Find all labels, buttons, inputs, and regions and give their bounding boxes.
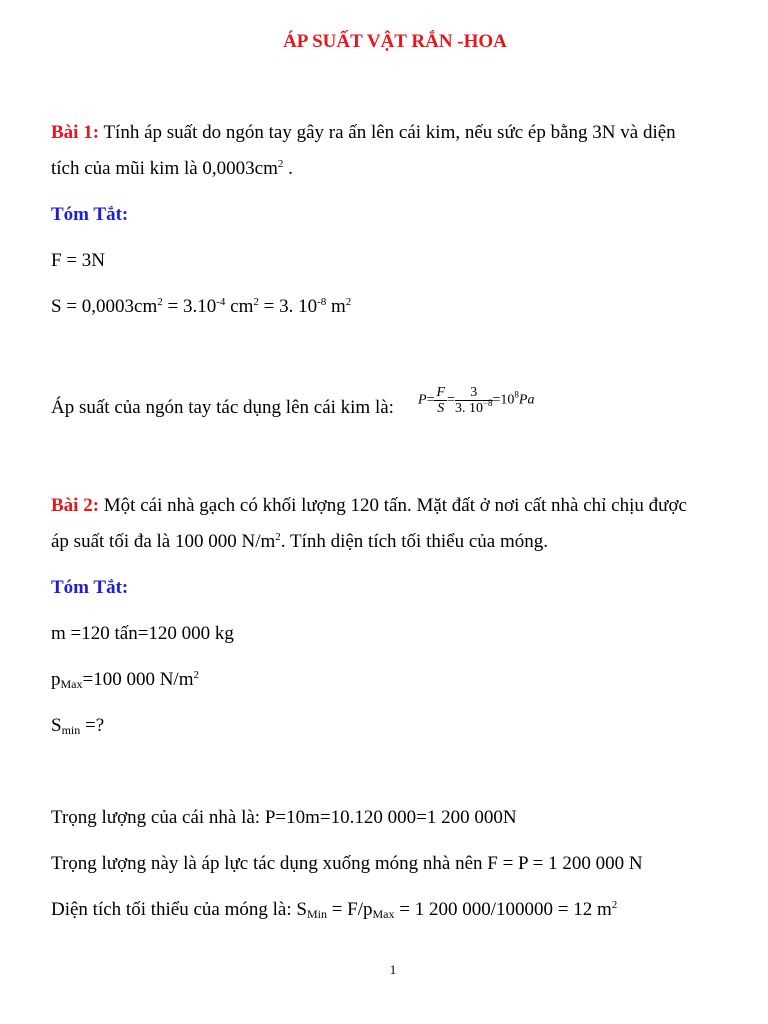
bai1-sup: 2 xyxy=(277,158,284,170)
s-sup-b: -4 xyxy=(216,296,226,308)
p-value: =100 000 N/m xyxy=(82,669,194,690)
bai2-line2 xyxy=(51,531,548,553)
bai1-s-line xyxy=(51,296,351,318)
p-sub: Max xyxy=(60,677,83,691)
area-sup: 2 xyxy=(611,899,618,911)
formula-unit: Pa xyxy=(518,392,535,408)
formula-eq3: =10 xyxy=(492,392,515,408)
s-sup-e: 2 xyxy=(345,296,352,308)
page-number: 1 xyxy=(389,962,397,977)
bai2-label: Bài 2: xyxy=(51,495,100,516)
fraction-f-over-s xyxy=(434,385,447,416)
bai1-result-text: Áp suất của ngón tay tác dụng lên cái kim là: xyxy=(51,397,394,418)
bai1-label: Bài 1: xyxy=(51,122,100,143)
fraction-den-s: S xyxy=(437,401,445,416)
formula-eq1: = xyxy=(426,392,435,408)
fraction-3-over-den xyxy=(455,385,493,416)
fraction-num-3: 3 xyxy=(455,385,493,401)
bai1-text2-end: . xyxy=(283,158,293,179)
s-part-c: cm xyxy=(225,296,254,317)
area-sub2: Max xyxy=(372,907,395,921)
formula-result-sup: 8 xyxy=(514,389,519,400)
p-sup: 2 xyxy=(193,669,199,681)
bai2-s-line xyxy=(51,715,104,737)
fraction-den-base: 3. 10 xyxy=(454,401,483,416)
bai2-line1 xyxy=(51,495,687,517)
s-symbol: S xyxy=(51,715,62,736)
fraction-den xyxy=(454,398,493,416)
formula-eq2: = xyxy=(447,392,455,408)
bai1-summary-label: Tóm Tắt: xyxy=(51,204,129,225)
fraction-den-sup: −8 xyxy=(482,398,493,408)
bai2-area-line xyxy=(51,899,617,921)
page-title: ÁP SUẤT VẬT RẮN -HOA xyxy=(283,31,507,52)
s-value: =? xyxy=(80,715,105,736)
bai1-line1 xyxy=(51,122,676,144)
bai1-line2 xyxy=(51,158,293,180)
fraction-num-f: F xyxy=(436,385,446,400)
area-sub1: Min xyxy=(306,907,327,921)
pressure-formula xyxy=(418,385,534,416)
s-part-a: S = 0,0003cm xyxy=(51,296,158,317)
bai1-text1: Tính áp suất do ngón tay gây ra ấn lên cái kim, nếu sức ép bằng 3N và diện xyxy=(99,122,676,143)
s-part-e: m xyxy=(326,296,346,317)
bai2-sup: 2 xyxy=(275,531,281,543)
bai2-force-line: Trọng lượng này là áp lực tác dụng xuống móng nhà nên F = P = 1 200 000 N xyxy=(51,853,643,874)
bai2-summary-label: Tóm Tắt: xyxy=(51,577,129,598)
s-sup-a: 2 xyxy=(157,296,163,308)
bai2-p-line xyxy=(51,669,199,691)
s-sub: min xyxy=(61,723,81,737)
bai2-text2: áp suất tối đa là 100 000 N/m xyxy=(51,531,276,552)
area-part-c: = 1 200 000/100000 = 12 m xyxy=(394,899,612,920)
formula-p: P xyxy=(418,392,427,408)
area-part-a: Diện tích tối thiểu của móng là: S xyxy=(51,899,307,920)
s-part-d: = 3. 10 xyxy=(258,296,318,317)
s-part-b: = 3.10 xyxy=(162,296,217,317)
p-symbol: p xyxy=(51,669,61,690)
bai2-text2-end: . Tính diện tích tối thiểu của móng. xyxy=(280,531,548,552)
bai1-text2: tích của mũi kim là 0,0003cm xyxy=(51,158,278,179)
bai1-f-line: F = 3N xyxy=(51,250,106,271)
s-sup-c: 2 xyxy=(253,296,259,308)
s-sup-d: -8 xyxy=(317,296,327,308)
bai2-m-line: m =120 tấn=120 000 kg xyxy=(51,623,234,644)
bai2-text1: Một cái nhà gạch có khối lượng 120 tấn. Mặt đất ở nơi cất nhà chỉ chịu được xyxy=(99,495,687,516)
bai2-weight-line: Trọng lượng của cái nhà là: P=10m=10.120 000=1 200 000N xyxy=(51,807,517,828)
area-part-b: = F/p xyxy=(326,899,373,920)
